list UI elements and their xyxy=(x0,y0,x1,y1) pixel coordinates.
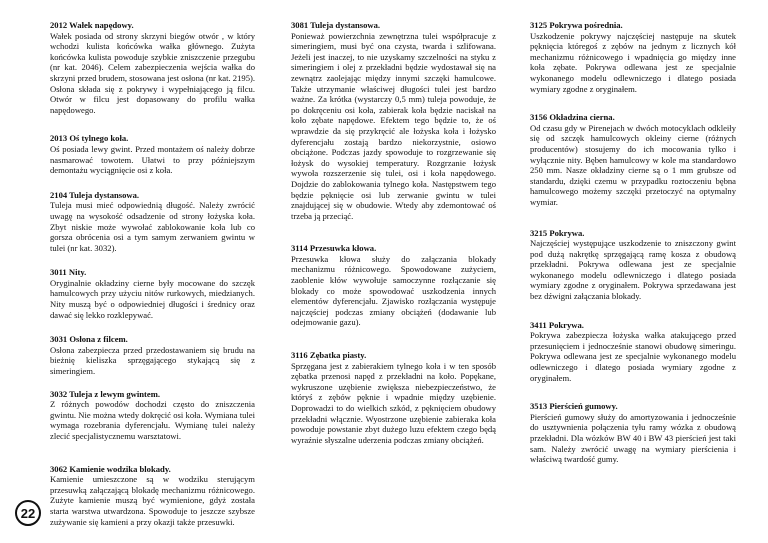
entry-3156 xyxy=(530,112,736,207)
entry-3032 xyxy=(50,389,255,442)
entry-title: 3125 Pokrywa pośrednia. xyxy=(530,20,623,30)
entry-body: Tuleja musi mieć odpowiednią długość. Należy zwrócić uwagę na wysokość odsadzenie od strony łożyska koła. Zbyt niskie może wywołać zablokowanie koła lub co gorsza obrócenia osi a tym samym zerwaniem gwintu w tulei (nr kat. 3032). xyxy=(50,200,255,253)
entry-body: Uszkodzenie pokrywy najczęściej następuje na skutek pęknięcia któregoś z zębów na jednym z licznych kół mechanizmu różnicowego i wpadnięcia go między inne koła zębate. Pokrywa odlewana jest ze specjalnie wykonanego modelu odlewniczego i dlatego posiada wymiary zgodne z oryginałem. xyxy=(530,30,736,94)
entry-title: 3116 Zębatka piasty. xyxy=(291,350,367,361)
entry-title: 3031 Osłona z filcem. xyxy=(50,334,128,345)
entry-3125 xyxy=(530,20,736,94)
entry-body: Sprzęgana jest z zabierakiem tylnego koła i w ten sposób zębatka przenosi napęd z przekładni na koło. Popękane, wykruszone uzębienie zwiększa niebezpieczeństwo, że któryś z zębów pęknie i wpadnie między uzębienie. Doprowadzi to do wielkich szkód, z pęknięciem obudowy przekładni włącznie. Wyostrzone uzębienie zabieraka koła powoduje powstanie zbyt dużego luzu efektem czego będą wyraźnie słyszalne uderzenia podczas zmiany obciążeń. xyxy=(291,360,496,445)
text-column-1 xyxy=(50,20,255,537)
entry-body: Z różnych powodów dochodzi często do zniszczenia gwintu. Nie można wtedy dokręcić osi koła. Wymiana tulei wymaga rozebrania dyferencjału. Wymianę tulei należy zlecić specjalistycznemu warsztatowi. xyxy=(50,399,255,441)
entry-title: 3114 Przesuwka kłowa. xyxy=(291,243,377,254)
entry-3215 xyxy=(530,228,736,302)
entry-title: 2104 Tuleja dystansowa. xyxy=(50,189,140,200)
entry-title: 3081 Tuleja dystansowa. xyxy=(291,20,381,30)
entry-body: Najczęściej występujące uszkodzenie to zniszczony gwint pod dużą nakrętkę sprzęgającą ramę kosza z obudową przekładni. Pokrywa odlewana jest ze specjalnie wykonanego modelu odlewniczego i dlatego posiada wymiary zgodne z oryginałem. Pokrywa sprzedawana jest bez dźwigni załączania blokady. xyxy=(530,238,736,302)
entry-body: Osłona zabezpiecza przed przedostawaniem się brudu na bieżnię kieliszka sprzęgającego stykającą się z simeringiem. xyxy=(50,344,255,377)
entry-3062 xyxy=(50,464,255,528)
entry-3411 xyxy=(530,320,736,384)
page-number: 22 xyxy=(20,505,36,521)
entry-3011 xyxy=(50,267,255,320)
entry-2104 xyxy=(50,190,255,254)
entry-body: Oś posiada lewy gwint. Przed montażem oś należy dobrze nasmarować towotem. Ułatwi to przy późniejszym demontażu wyciągnięcie osi z koła. xyxy=(50,143,255,176)
entry-title: 3513 Pierścień gumowy. xyxy=(530,401,618,412)
entry-2012 xyxy=(50,20,255,115)
entry-body: Pokrywa zabezpiecza łożyska wałka atakującego przed przesunięciem i jednocześnie stanowi obudowę simeringu. Pokrywa odlewana jest ze specjalnie wykonanego modelu odlewniczego i dlatego posiada wymiary zgodne z oryginałem. xyxy=(530,330,736,383)
entry-title: 3011 Nity. xyxy=(50,267,87,278)
entry-body: Pierścień gumowy służy do amortyzowania i jednocześnie do usztywnienia połączenia tyłu ramy wózka z obudową przekładni. Dla wózków BW 40 i BW 43 pierścień jest taki sam. Należy zwrócić uwagę na wymiary pierścienia i właściwą twardość gumy. xyxy=(530,411,736,465)
entry-title: 3062 Kamienie wodzika blokady. xyxy=(50,463,171,474)
text-column-2 xyxy=(291,20,496,455)
entry-body: Kamienie umieszczone są w wodziku sterującym przesuwką załączającą blokadę mechanizmu różnicowego. Zużyte kamienie muszą być wymienione, gdyż została starta warstwa utwardzona. Spowoduje to jeszcze szybsze zużywanie się kamieni a przy okazji także przesuwki. xyxy=(50,474,255,527)
entry-body: Wałek posiada od strony skrzyni biegów otwór , w który wchodzi kulista końcówka wałka głównego. Zużyta końcówka kulista powoduje szybkie zniszczenie przegubu (nr kat. 2046). Celem zabezpieczenia wejścia wałka do skrzyni przed brudem, stosowana jest osłona (nr kat. 2195). Osłona składa się z pokrywy i wypełniającego ją filcu. Otwór w filcu jest dopasowany do profilu wałka napędowego. xyxy=(50,30,256,115)
entry-title: 2013 Oś tylnego koła. xyxy=(50,133,129,144)
entry-body: Od czasu gdy w Pirenejach w dwóch motocyklach odkleiły się od szczęk hamulcowych okleiny cierne (różnych producentów) stosujemy do ich mocowania tylko i wyłącznie nity. Bęben hamulcowy w kole ma standardowo 250 mm. Nasze okładziny cierne są o 1 mm grubsze od standardu, dzięki czemu w przypadku roztoczeniu bębna hamulcowego możemy szczęki przetoczyć na optymalny wymiar. xyxy=(530,122,736,207)
entry-3116 xyxy=(291,350,496,445)
entry-body: Oryginalnie okładziny cierne były mocowane do szczęk hamulcowych przy użyciu nitów rurkowych, miedzianych. Nity muszą być o odpowiedniej długości i średnicy oraz dawać się lekko rozklepywać. xyxy=(50,277,255,320)
entry-3031 xyxy=(50,334,255,376)
entry-title: 3215 Pokrywa. xyxy=(530,227,585,238)
page-number-badge xyxy=(15,500,41,526)
entry-body: Ponieważ powierzchnia zewnętrzna tulei współpracuje z simeringiem, musi być ona czysta, twarda i szlifowana. Jeżeli jest inaczej, to nie uzyskamy szczelności na styku z simeringiem i olej z przekładni będzie wydostawał się na zewnątrz zaolejając między innymi szczęki hamulcowe. Także utrzymanie właściwej długości tulei jest bardzo ważne. Za krótka (wystarczy 0,5 mm) tuleja powoduje, że po dokręceniu osi koła, zabierak koła będzie naciskał na koło zębate napędowe. Efektem tego będzie to, że oś wprawdzie da się przykręcić ale łożyska koła i łożysko dyferencjału zostają bardzo niekorzystnie, osiowo obciążone. Podczas jazdy spowoduje to rozgrzewanie się łożysk do wysokiej temperatury. Rozgrzanie łożysk wywoła rozszerzenie się tulei, osi i koła napędowego. Dojdzie do zablokowania tylnego koła. Następstwem tego będzie pęknięcie osi lub zerwanie gwintu w tulei znajdującej się w obudowie. Wtedy aby zdemontować oś trzeba ją przeciąć. xyxy=(291,30,496,221)
text-column-3 xyxy=(530,20,736,475)
entry-3114 xyxy=(291,243,496,328)
entry-body: Przesuwka kłowa służy do załączania blokady mechanizmu różnicowego. Spowodowane zużyciem, zaoblenie kłów wywołuje samoczynne rozłączanie się blokady co może spowodować uszkodzenia innych elementów dyferencjału. Zjawisko rozłączania występuje najczęściej podczas zmiany obciążeń (dodawanie lub odejmowanie gazu). xyxy=(291,253,496,328)
entry-3513 xyxy=(530,401,736,465)
entry-title: 3411 Pokrywa. xyxy=(530,319,584,330)
entry-3081 xyxy=(291,20,496,221)
entry-title: 3156 Okładzina cierna. xyxy=(530,112,615,123)
entry-title: 3032 Tuleja z lewym gwintem. xyxy=(50,388,161,399)
entry-2013 xyxy=(50,133,255,175)
entry-title: 2012 Wałek napędowy. xyxy=(50,20,134,30)
